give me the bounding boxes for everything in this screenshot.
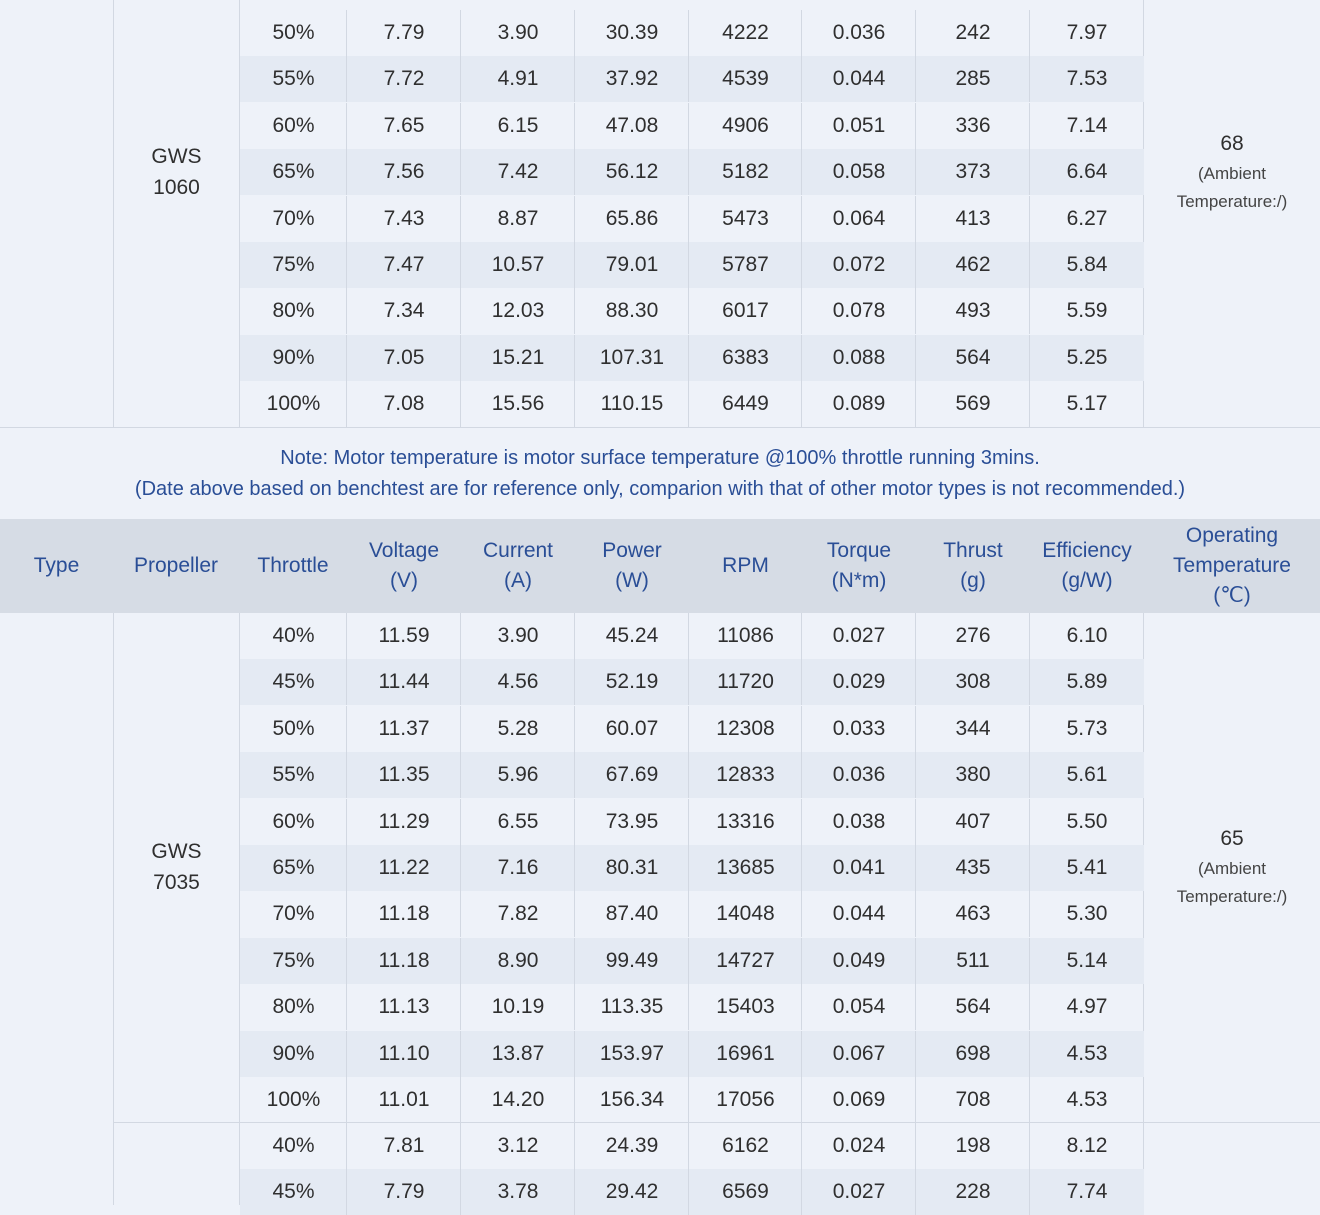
header-current: Current (A) <box>482 539 554 592</box>
torque-cell: 0.036 <box>832 21 886 44</box>
throttle-cell: 45% <box>272 670 315 694</box>
torque-cell: 0.069 <box>832 1088 886 1111</box>
efficiency-cell: 5.30 <box>1066 902 1108 926</box>
throttle-cell: 75% <box>272 948 315 972</box>
efficiency-cell: 7.97 <box>1066 21 1108 44</box>
efficiency-cell: 5.89 <box>1066 670 1108 694</box>
rpm-cell: 11720 <box>717 670 774 694</box>
torque-cell: 0.044 <box>832 67 886 91</box>
efficiency-cell: 4.97 <box>1066 995 1108 1019</box>
current-cell: 15.21 <box>491 345 545 369</box>
torque-cell: 0.036 <box>832 763 886 787</box>
current-cell: 5.96 <box>497 763 539 787</box>
throttle-cell: 40% <box>272 624 315 647</box>
throttle-cell: 100% <box>266 1088 321 1111</box>
efficiency-cell: 7.14 <box>1066 113 1108 137</box>
throttle-cell: 50% <box>272 716 315 740</box>
thrust-cell: 708 <box>955 1088 991 1111</box>
throttle-cell: 65% <box>272 160 315 184</box>
current-cell: 4.56 <box>497 670 539 694</box>
rpm-cell: 5473 <box>722 206 769 230</box>
table-row <box>240 335 1144 381</box>
voltage-cell: 11.22 <box>378 856 430 879</box>
table-row <box>240 1031 1144 1077</box>
voltage-cell: 11.01 <box>378 1088 430 1111</box>
current-cell: 14.20 <box>491 1088 545 1111</box>
voltage-cell: 11.10 <box>378 1041 430 1065</box>
throttle-cell: 60% <box>272 809 315 833</box>
throttle-cell: 55% <box>272 67 315 91</box>
power-cell: 153.97 <box>599 1041 665 1065</box>
efficiency-cell: 7.53 <box>1066 67 1108 91</box>
propeller-label <box>114 836 239 898</box>
torque-cell: 0.044 <box>832 902 886 926</box>
table-header <box>0 519 1320 613</box>
header-power: Power (W) <box>602 539 662 592</box>
op-temp-note: (Ambient <box>1197 164 1267 183</box>
current-cell: 5.28 <box>497 716 539 740</box>
power-cell: 65.86 <box>605 206 659 230</box>
torque-cell: 0.089 <box>832 392 886 416</box>
thrust-cell: 373 <box>955 160 991 184</box>
throttle-cell: 60% <box>272 113 315 137</box>
table-row <box>240 984 1144 1030</box>
torque-cell: 0.058 <box>832 160 886 184</box>
table-row <box>240 242 1144 288</box>
table-row <box>240 845 1144 891</box>
table-row <box>240 196 1144 242</box>
rpm-cell: 6017 <box>722 299 769 323</box>
op-temp-value: 65 <box>1220 827 1244 850</box>
thrust-cell: 228 <box>955 1180 991 1204</box>
thrust-cell: 413 <box>955 206 991 230</box>
table-row <box>240 381 1144 427</box>
voltage-cell: 7.47 <box>383 253 425 276</box>
table-row <box>240 1077 1144 1123</box>
current-cell: 4.91 <box>497 67 539 91</box>
header-type: Type <box>33 554 80 577</box>
torque-cell: 0.054 <box>832 995 886 1019</box>
power-cell: 60.07 <box>605 716 659 740</box>
efficiency-cell: 7.74 <box>1066 1180 1108 1204</box>
throttle-cell: 100% <box>266 392 321 416</box>
thrust-cell: 344 <box>955 716 991 740</box>
thrust-cell: 285 <box>955 67 991 91</box>
voltage-cell: 11.44 <box>378 670 430 694</box>
torque-cell: 0.049 <box>832 948 886 972</box>
thrust-cell: 380 <box>955 763 991 787</box>
power-cell: 73.95 <box>605 809 659 833</box>
efficiency-cell: 6.64 <box>1066 160 1108 184</box>
throttle-cell: 50% <box>272 21 315 44</box>
power-cell: 30.39 <box>605 21 659 44</box>
power-cell: 156.34 <box>599 1088 665 1111</box>
current-cell: 6.55 <box>497 809 539 833</box>
table-row <box>240 288 1144 334</box>
thrust-cell: 276 <box>955 624 991 647</box>
header-thrust: Thrust (g) <box>943 539 1003 592</box>
rpm-cell: 12308 <box>716 716 775 740</box>
note-line: (Date above based on benchtest are for reference only, comparion with that of other motor types is not recommended.) <box>134 478 1186 500</box>
torque-cell: 0.088 <box>832 345 886 369</box>
voltage-cell: 11.35 <box>378 763 430 787</box>
efficiency-cell: 5.73 <box>1066 716 1108 740</box>
header-rpm: RPM <box>722 554 769 577</box>
voltage-cell: 7.56 <box>383 160 425 184</box>
thrust-cell: 308 <box>955 670 991 694</box>
throttle-cell: 65% <box>272 856 315 879</box>
voltage-cell: 11.18 <box>378 902 430 926</box>
efficiency-cell: 4.53 <box>1066 1088 1108 1111</box>
power-cell: 99.49 <box>605 948 659 972</box>
current-cell: 7.16 <box>497 856 539 879</box>
note-line: Note: Motor temperature is motor surface temperature @100% throttle running 3mins. <box>280 447 1040 469</box>
voltage-cell: 11.13 <box>378 995 430 1019</box>
note-block <box>0 428 1320 519</box>
power-cell: 47.08 <box>605 113 659 137</box>
torque-cell: 0.051 <box>832 113 886 137</box>
current-cell: 3.12 <box>497 1134 539 1157</box>
current-cell: 13.87 <box>491 1041 545 1065</box>
header-torque: Torque (N*m) <box>826 539 892 592</box>
op-temp-note: (Ambient <box>1197 859 1267 878</box>
table-row <box>240 659 1144 705</box>
current-cell: 3.90 <box>497 624 539 647</box>
propeller-size: 7035 <box>153 871 200 894</box>
throttle-cell: 55% <box>272 763 315 787</box>
table-row <box>240 1123 1144 1169</box>
thrust-cell: 435 <box>955 856 991 879</box>
rpm-cell: 6383 <box>722 345 769 369</box>
voltage-cell: 7.08 <box>383 392 425 416</box>
divider <box>113 0 114 428</box>
table-row <box>240 1169 1144 1215</box>
thrust-cell: 463 <box>955 902 991 926</box>
rpm-cell: 15403 <box>716 995 775 1019</box>
voltage-cell: 7.65 <box>383 113 425 137</box>
power-cell: 80.31 <box>605 856 659 879</box>
table-row <box>240 706 1144 752</box>
thrust-cell: 569 <box>955 392 991 416</box>
rpm-cell: 4222 <box>722 21 769 44</box>
table-row <box>240 752 1144 798</box>
operating-temperature <box>1144 128 1320 216</box>
voltage-cell: 11.29 <box>378 809 430 833</box>
thrust-cell: 564 <box>955 345 991 369</box>
power-cell: 29.42 <box>605 1180 659 1204</box>
current-cell: 15.56 <box>491 392 545 416</box>
table-row <box>240 149 1144 195</box>
efficiency-cell: 8.12 <box>1066 1134 1108 1157</box>
throttle-cell: 70% <box>272 902 315 926</box>
torque-cell: 0.029 <box>832 670 886 694</box>
current-cell: 8.90 <box>497 948 539 972</box>
throttle-cell: 70% <box>272 206 315 230</box>
torque-cell: 0.024 <box>832 1134 886 1157</box>
power-cell: 67.69 <box>605 763 659 787</box>
thrust-cell: 493 <box>955 299 991 323</box>
power-cell: 79.01 <box>605 253 659 276</box>
rpm-cell: 16961 <box>716 1041 775 1065</box>
efficiency-cell: 5.61 <box>1066 763 1108 787</box>
divider <box>113 613 114 1205</box>
efficiency-cell: 5.17 <box>1066 392 1108 416</box>
header-voltage: Voltage (V) <box>368 539 440 592</box>
efficiency-cell: 4.53 <box>1066 1041 1108 1065</box>
voltage-cell: 7.79 <box>383 1180 425 1204</box>
rpm-cell: 13316 <box>716 809 775 833</box>
power-cell: 88.30 <box>605 299 659 323</box>
propeller-size: 1060 <box>153 176 200 199</box>
table-row <box>240 891 1144 937</box>
table-row <box>240 613 1144 659</box>
thrust-cell: 698 <box>955 1041 991 1065</box>
current-cell: 8.87 <box>497 206 539 230</box>
voltage-cell: 11.59 <box>378 624 430 647</box>
power-cell: 52.19 <box>605 670 659 694</box>
propeller-label <box>114 141 239 203</box>
throttle-cell: 80% <box>272 995 315 1019</box>
torque-cell: 0.027 <box>832 1180 886 1204</box>
current-cell: 3.78 <box>497 1180 539 1204</box>
header-throttle: Throttle <box>257 554 329 577</box>
power-cell: 45.24 <box>605 624 659 647</box>
rpm-cell: 14727 <box>716 948 775 972</box>
throttle-cell: 75% <box>272 253 315 276</box>
voltage-cell: 7.05 <box>383 345 425 369</box>
table-row <box>240 56 1144 102</box>
rpm-cell: 13685 <box>716 856 775 879</box>
thrust-cell: 242 <box>955 21 991 44</box>
efficiency-cell: 5.84 <box>1066 253 1108 276</box>
header-propeller: Propeller <box>133 554 219 577</box>
torque-cell: 0.038 <box>832 809 886 833</box>
rpm-cell: 4906 <box>722 113 769 137</box>
efficiency-cell: 5.14 <box>1066 948 1108 972</box>
efficiency-cell: 5.25 <box>1066 345 1108 369</box>
rpm-cell: 5182 <box>722 160 769 184</box>
current-cell: 7.82 <box>497 902 539 926</box>
efficiency-cell: 5.59 <box>1066 299 1108 323</box>
rpm-cell: 6449 <box>722 392 769 416</box>
table-row <box>240 938 1144 984</box>
propeller-name: GWS <box>151 145 202 168</box>
voltage-cell: 11.18 <box>378 948 430 972</box>
rpm-cell: 14048 <box>716 902 775 926</box>
power-cell: 87.40 <box>605 902 659 926</box>
voltage-cell: 7.81 <box>383 1134 425 1157</box>
throttle-cell: 45% <box>272 1180 315 1204</box>
power-cell: 56.12 <box>605 160 659 184</box>
voltage-cell: 7.34 <box>383 299 425 323</box>
efficiency-cell: 6.10 <box>1066 624 1108 647</box>
torque-cell: 0.064 <box>832 206 886 230</box>
voltage-cell: 7.43 <box>383 206 425 230</box>
power-cell: 107.31 <box>599 345 665 369</box>
torque-cell: 0.041 <box>832 856 886 879</box>
power-cell: 24.39 <box>605 1134 659 1157</box>
current-cell: 10.19 <box>491 995 545 1019</box>
efficiency-cell: 5.41 <box>1066 856 1108 879</box>
propeller-name: GWS <box>151 840 202 863</box>
table-row <box>240 10 1144 56</box>
torque-cell: 0.027 <box>832 624 886 647</box>
thrust-cell: 198 <box>955 1134 991 1157</box>
torque-cell: 0.033 <box>832 716 886 740</box>
voltage-cell: 11.37 <box>378 716 430 740</box>
rpm-cell: 6569 <box>722 1180 769 1204</box>
voltage-cell: 7.79 <box>383 21 425 44</box>
current-cell: 12.03 <box>491 299 545 323</box>
throttle-cell: 90% <box>272 345 315 369</box>
op-temp-note: Temperature:/) <box>1176 192 1288 211</box>
rpm-cell: 5787 <box>722 253 769 276</box>
rpm-cell: 17056 <box>716 1088 775 1111</box>
operating-temperature <box>1144 823 1320 911</box>
rpm-cell: 4539 <box>722 67 769 91</box>
op-temp-note: Temperature:/) <box>1176 887 1288 906</box>
power-cell: 110.15 <box>600 392 664 416</box>
voltage-cell: 7.72 <box>383 67 425 91</box>
op-temp-value: 68 <box>1220 132 1244 155</box>
thrust-cell: 462 <box>955 253 991 276</box>
torque-cell: 0.078 <box>832 299 886 323</box>
current-cell: 10.57 <box>491 253 545 276</box>
torque-cell: 0.072 <box>832 253 886 276</box>
thrust-cell: 336 <box>955 113 991 137</box>
throttle-cell: 90% <box>272 1041 315 1065</box>
efficiency-cell: 5.50 <box>1066 809 1108 833</box>
table-row <box>240 799 1144 845</box>
rpm-cell: 12833 <box>716 763 775 787</box>
current-cell: 3.90 <box>497 21 539 44</box>
thrust-cell: 511 <box>956 948 990 972</box>
rpm-cell: 6162 <box>722 1134 769 1157</box>
throttle-cell: 80% <box>272 299 315 323</box>
efficiency-cell: 6.27 <box>1066 206 1108 230</box>
throttle-cell: 40% <box>272 1134 315 1157</box>
power-cell: 113.35 <box>600 995 664 1019</box>
header-efficiency: Efficiency (g/W) <box>1042 539 1132 592</box>
rpm-cell: 11086 <box>717 624 774 647</box>
table-row <box>240 103 1144 149</box>
power-cell: 37.92 <box>605 67 659 91</box>
current-cell: 7.42 <box>497 160 539 184</box>
current-cell: 6.15 <box>497 113 539 137</box>
thrust-cell: 407 <box>955 809 991 833</box>
header-operating-temperature: Operating Temperature (℃) <box>1173 524 1291 607</box>
thrust-cell: 564 <box>955 995 991 1019</box>
torque-cell: 0.067 <box>832 1041 886 1065</box>
